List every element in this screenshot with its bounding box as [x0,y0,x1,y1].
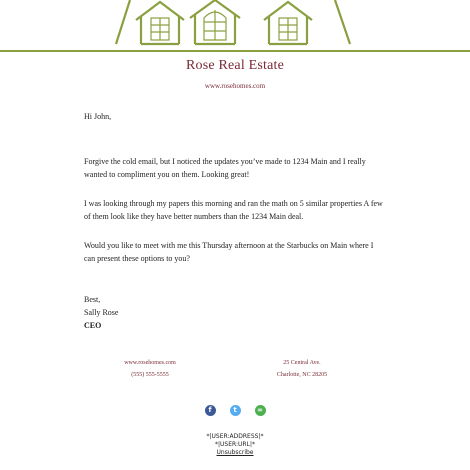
footer-address [262,357,342,381]
user-url-tag: *|USER:URL|* [215,441,255,448]
footer-website-link[interactable]: www.rosehomes.com [124,360,176,366]
footer-address-line1: 25 Central Ave. [283,360,321,366]
social-links [0,405,470,416]
brand-website-link[interactable]: www.rosehomes.com [204,82,266,90]
signature-block [84,293,384,332]
brand-name: Rose Real Estate [185,58,285,73]
signoff: Best, [84,295,101,304]
greeting: Hi John, [84,112,112,121]
footer-address-line2: Charlotte, NC 28205 [276,372,328,378]
user-address-tag: *|USER:ADDRESS|* [206,433,264,440]
unsubscribe-link[interactable]: Unsubscribe [216,449,254,456]
system-footer [0,433,470,457]
signer-title: CEO [84,321,102,330]
paragraph-compliment: Forgive the cold email, but I noticed the updates you’ve made to 1234 Main and I really wanted to compliment you on them. Looking great! [84,157,366,179]
paragraph-meeting-request: Would you like to meet with me this Thursday afternoon at the Starbucks on Main where I can present these options to you? [84,241,374,263]
header-divider [0,50,470,52]
footer-phone: (555) 555-5555 [131,372,169,378]
facebook-icon[interactable]: f [205,405,216,416]
link-icon[interactable]: ∞ [255,405,266,416]
twitter-icon[interactable]: t [230,405,241,416]
paragraph-research: I was looking through my papers this morning and ran the math on 5 similar properties A few of them look like they have better numbers than the 1234 Main deal. [84,199,383,221]
footer-contact [110,357,190,381]
houses-illustration [0,0,470,50]
signer-name: Sally Rose [84,308,119,317]
